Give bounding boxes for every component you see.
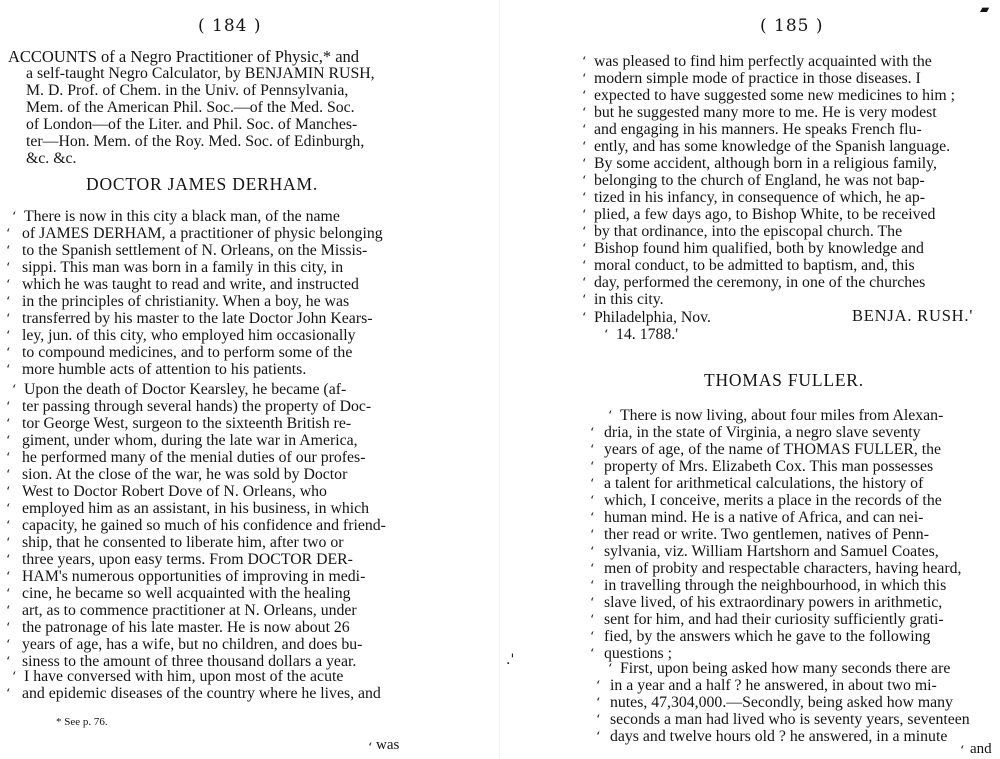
page-number: ( 185 ): [760, 16, 824, 36]
text-line: tized in his infancy, in consequence of which, he ap-: [594, 189, 926, 206]
text-line: questions ;: [604, 645, 673, 662]
text-line: art, as to commence practitioner at N. Orleans, under: [22, 602, 357, 619]
title-line: &c. &c.: [26, 150, 77, 167]
signature: BENJA. RUSH.': [852, 306, 974, 325]
text-line: days and twelve hours old ? he answered, in a minute: [610, 728, 948, 745]
right-page: ( 185 ) ▰ ‘ was pleased to find him perfectly acquainted with the ‘ modern simple mode of practice in those diseases. I ‘ expected to have suggested some new medicines to him ; ‘ but he suggested many more to me. He is very modest ‘ and engaging in his manners. He speaks French flu- ‘ ently, and has some knowledge of the Spanish language. ‘ By some accident, although born in a religious family, ‘ belonging to the church of England, he was not bap- ‘ tized in his infancy, in consequence of which, he ap- ‘ plied, a few days ago, to Bishop White, to be received ‘ by that ordinance, into the episcopal church. The ‘ Bishop found him qualified, both by knowledge and ‘ moral conduct, to be admitted to baptism, and, this ‘ day, performed the ceremony, in one of the churches ‘ in this city. ‘ Philadelphia, Nov. BENJA. RUSH.' ‘ 14. 1788.' THOMAS FULLER. ‘ There is now living, about four miles from Alexan- ‘ dria, in the state of Virginia, a negro slave seventy ‘ years of age, of the name of THOMAS FULLER, the ‘ property of Mrs. Elizabeth Cox. This man possesses ‘ a talent for arithmetical calculations, the history of ‘ which, I conceive, merits a place in the records of the ‘ human mind. He is a native of Africa, and can nei- ‘ ther read or write. Two gentlemen, natives of Penn- ‘ sylvania, viz. William Hartshorn and Samuel Coates, ‘ men of probity and respectable characters, having heard, ‘ in travelling through the neighbourhood, in which this ‘ slave lived, of his extraordinary powers in arithmetic, ‘ sent for him, and had their curiosity sufficiently grati- ‘ fied, by the answers which he gave to the following ‘ questions ; ‘ First, upon being asked how many seconds there are ‘ in a year and a half ? he answered, in about two mi- ‘ nutes, 47,304,000.—Secondly, being asked how many ‘ seconds a man had lived who is seventy years, seventeen ‘ days and twelve hours old ? he answered, in a minute ‘ and: [582, 2, 992, 759]
text-line: sent for him, and had their curiosity sufficiently grati-: [604, 611, 944, 628]
text-line: a talent for arithmetical calculations, the history of: [604, 475, 924, 492]
text-line: property of Mrs. Elizabeth Cox. This man possesses: [604, 458, 934, 475]
text-line: human mind. He is a native of Africa, and can nei-: [604, 509, 924, 526]
text-line: I have conversed with him, upon most of the acute: [24, 668, 344, 685]
text-line: years of age, of the name of THOMAS FULLER, the: [604, 441, 942, 458]
text-line: capacity, he gained so much of his confidence and friend-: [22, 517, 386, 534]
catchword: was: [376, 737, 400, 753]
text-line: West to Doctor Robert Dove of N. Orleans, who: [22, 483, 327, 500]
footnote: * See p. 76.: [56, 716, 108, 728]
dateline-place: Philadelphia, Nov.: [594, 309, 711, 326]
title-line: M. D. Prof. of Chem. in the Univ. of Pennsylvania,: [26, 82, 349, 99]
text-line: day, performed the ceremony, in one of the churches: [594, 274, 926, 291]
text-line: First, upon being asked how many seconds there are: [620, 660, 951, 677]
text-line: moral conduct, to be admitted to baptism, and, this: [594, 257, 915, 274]
text-line: to compound medicines, and to perform some of the: [22, 344, 353, 361]
text-line: ter passing through several hands) the property of Doc-: [22, 398, 372, 415]
text-line: which, I conceive, merits a place in the records of the: [604, 492, 942, 509]
title-line: ACCOUNTS of a Negro Practitioner of Physic,* and: [8, 47, 360, 66]
text-line: sion. At the close of the war, he was sold by Doctor: [22, 466, 348, 483]
text-line: plied, a few days ago, to Bishop White, to be received: [594, 206, 936, 223]
text-line: of JAMES DERHAM, a practitioner of physic belonging: [22, 225, 383, 242]
text-line: in the principles of christianity. When a boy, he was: [22, 293, 350, 310]
text-line: siness to the amount of three thousand dollars a year.: [22, 653, 357, 670]
catchword: and: [970, 741, 992, 757]
text-line: he performed many of the menial duties of our profes-: [22, 449, 366, 466]
text-line: in this city.: [594, 291, 664, 308]
text-line: expected to have suggested some new medicines to him ;: [594, 87, 956, 104]
text-line: sippi. This man was born in a family in this city, in: [22, 259, 344, 276]
left-page: ( 184 ) ACCOUNTS of a Negro Practitioner of Physic,* and a self-taught Negro Calculator, by BENJAMIN RUSH, M. D. Prof. of Chem. in the Univ. of Pennsylvania, Mem. of the American Phil. Soc.—of the Med. Soc. of London—of the Liter. and Phil. Soc. of Manches- ter—Hon. Mem. of the Roy. Med. Soc. of Edinburgh, &c. &c. DOCTOR JAMES DERHAM. ‘ There is now in this city a black man, of the name ‘ of JAMES DERHAM, a practitioner of physic belonging ‘ to the Spanish settlement of N. Orleans, on the Missis- ‘ sippi. This man was born in a family in this city, in ‘ which he was taught to read and write, and instructed ‘ in the principles of christianity. When a boy, he was ‘ transferred by his master to the late Doctor John Kears- ‘ ley, jun. of this city, who employed him occasionally ‘ to compound medicines, and to perform some of the ‘ more humble acts of attention to his patients. ‘ Upon the death of Doctor Kearsley, he became (af- ‘ ter passing through several hands) the property of Doc- ‘ tor George West, surgeon to the sixteenth British re- ‘ giment, under whom, during the late war in America, ‘ he performed many of the menial duties of our profes- ‘ sion. At the close of the war, he was sold by Doctor ‘ West to Doctor Robert Dove of N. Orleans, who ‘ employed him as an assistant, in his business, in which ‘ capacity, he gained so much of his confidence and friend- ‘ ship, that he consented to liberate him, after two or ‘ three years, upon easy terms. From DOCTOR DER- ‘ HAM's numerous opportunities of improving in medi- ‘ cine, he became so well acquainted with the healing ‘ art, as to commence practitioner at N. Orleans, under ‘ the patronage of his late master. He is now about 26 ‘ years of age, has a wife, but no children, and does bu- ‘ siness to the amount of three thousand dollars a year. ‘ I have conversed with him, upon most of the acute ‘ and epidemic diseases of the country where he lives, and * See p. 76. ‘ was: [6, 16, 400, 756]
text-line: ley, jun. of this city, who employed him occasionally: [22, 327, 356, 344]
text-line: three years, upon easy terms. From DOCTOR DER-: [22, 551, 353, 568]
text-line: Upon the death of Doctor Kearsley, he became (af-: [24, 381, 347, 398]
text-line: giment, under whom, during the late war in America,: [22, 432, 358, 449]
title-line: ter—Hon. Mem. of the Roy. Med. Soc. of Edinburgh,: [26, 133, 365, 150]
text-line: ship, that he consented to liberate him, after two or: [22, 534, 344, 551]
text-line: and engaging in his manners. He speaks French flu-: [594, 121, 922, 138]
text-line: transferred by his master to the late Doctor John Kears-: [22, 310, 373, 327]
text-line: slave lived, of his extraordinary powers in arithmetic,: [604, 594, 943, 611]
text-line: There is now in this city a black man, of the name: [24, 208, 340, 225]
text-line: nutes, 47,304,000.—Secondly, being asked how many: [610, 694, 953, 711]
text-line: but he suggested many more to me. He is very modest: [594, 104, 937, 121]
dateline-year: 14. 1788.': [616, 326, 679, 343]
text-line: which he was taught to read and write, and instructed: [22, 276, 359, 293]
text-line: sylvania, viz. William Hartshorn and Samuel Coates,: [604, 543, 939, 560]
text-line: modern simple mode of practice in those diseases. I: [594, 70, 921, 87]
text-line: Bishop found him qualified, both by knowledge and: [594, 240, 924, 257]
text-line: ently, and has some knowledge of the Spanish language.: [594, 138, 951, 155]
title-line: a self-taught Negro Calculator, by BENJAMIN RUSH,: [26, 65, 375, 82]
text-line: ther read or write. Two gentlemen, natives of Penn-: [604, 526, 929, 543]
text-line: employed him as an assistant, in his business, in which: [22, 500, 370, 517]
ink-blot: ▰: [980, 2, 990, 16]
text-line: in a year and a half ? he answered, in about two mi-: [610, 677, 937, 694]
text-line: years of age, has a wife, but no children, and does bu-: [22, 636, 363, 653]
title-line: of London—of the Liter. and Phil. Soc. of Manches-: [26, 116, 358, 133]
text-line: more humble acts of attention to his patients.: [22, 361, 307, 378]
text-line: dria, in the state of Virginia, a negro slave seventy: [604, 424, 921, 441]
text-line: to the Spanish settlement of N. Orleans, on the Missis-: [22, 242, 368, 259]
text-line: belonging to the church of England, he was not bap-: [594, 172, 925, 189]
text-line: in travelling through the neighbourhood, in which this: [604, 577, 947, 594]
text-line: HAM's numerous opportunities of improving in medi-: [22, 568, 366, 585]
title-line: Mem. of the American Phil. Soc.—of the Med. Soc.: [26, 99, 355, 116]
text-line: tor George West, surgeon to the sixteenth British re-: [22, 415, 352, 432]
text-line: There is now living, about four miles from Alexan-: [620, 407, 944, 424]
text-line: was pleased to find him perfectly acquainted with the: [594, 53, 932, 70]
print-mark: .': [506, 652, 515, 668]
section-heading: THOMAS FULLER.: [704, 370, 864, 390]
text-line: the patronage of his late master. He is now about 26: [22, 619, 350, 636]
text-line: by that ordinance, into the episcopal church. The: [594, 223, 903, 240]
text-line: cine, he became so well acquainted with the healing: [22, 585, 351, 602]
page-number: ( 184 ): [198, 16, 262, 36]
section-heading: DOCTOR JAMES DERHAM.: [86, 174, 319, 194]
text-line: By some accident, although born in a religious family,: [594, 155, 937, 172]
text-line: men of probity and respectable characters, having heard,: [604, 560, 962, 577]
text-line: fied, by the answers which he gave to the following: [604, 628, 931, 645]
text-line: seconds a man had lived who is seventy years, seventeen: [610, 711, 970, 728]
text-line: and epidemic diseases of the country where he lives, and: [22, 685, 381, 702]
